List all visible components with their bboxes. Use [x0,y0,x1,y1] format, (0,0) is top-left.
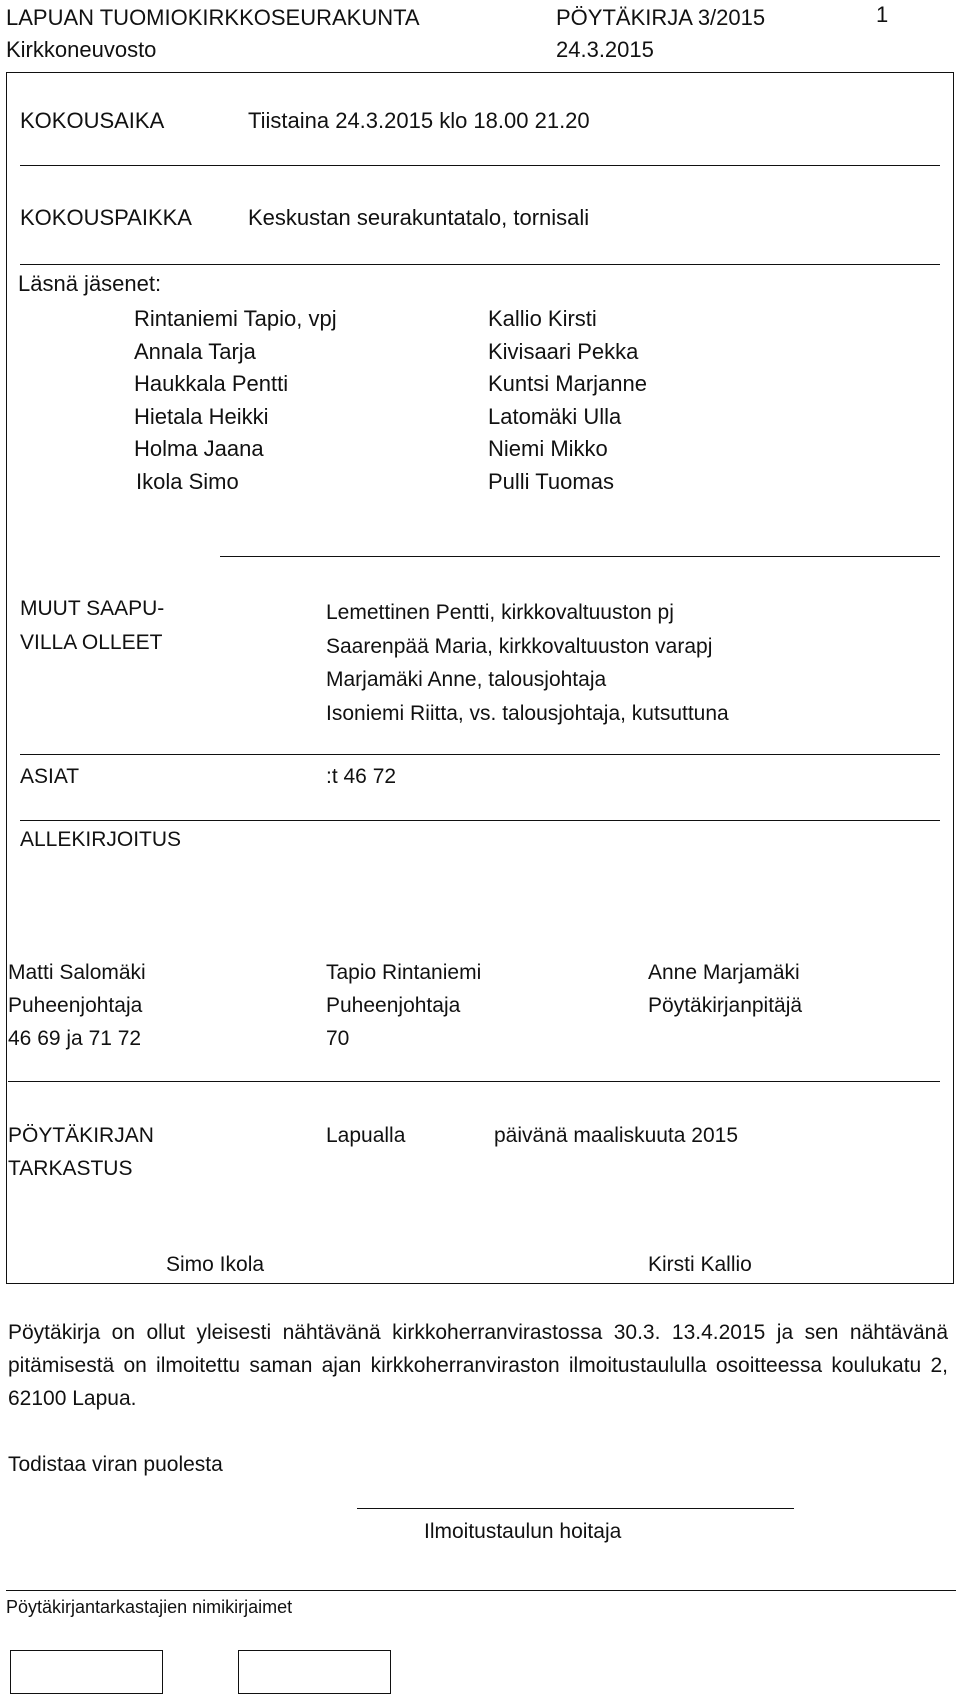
member-name: Latomäki Ulla [488,403,622,429]
member-name: Kuntsi Marjanne [488,371,647,396]
separator-line [20,754,940,755]
signer-1-name: Matti Salomäki [8,961,146,984]
signature-line [357,1508,794,1509]
signer-1-role: Puheenjohtaja [8,994,143,1017]
meeting-time-label: KOKOUSAIKA [20,108,165,133]
other-attendee: Lemettinen Pentti, kirkkovaltuuston pj [326,601,674,624]
signer-2-sections: 70 [326,1027,350,1050]
matters-label: ASIAT [20,765,80,788]
document-title: PÖYTÄKIRJA 3/2015 [556,5,766,30]
signature-label: ALLEKIRJOITUS [20,828,182,851]
organ-name: Kirkkoneuvosto [6,37,157,62]
review-place: Lapualla [326,1124,406,1147]
initials-box-1[interactable] [10,1650,163,1694]
separator-line [20,264,940,265]
member-name: Hietala Heikki [134,403,269,429]
member-name: Ikola Simo [136,468,239,494]
meeting-place-value: Keskustan seurakuntatalo, tornisali [248,205,590,230]
meeting-time-value: Tiistaina 24.3.2015 klo 18.00 21.20 [248,108,590,133]
matters-value: :t 46 72 [326,765,397,788]
members-right-list [488,303,647,498]
page-number: 1 [876,2,889,27]
signer-2-role: Puheenjohtaja [326,994,461,1017]
attestation-text: Todistaa viran puolesta [8,1453,223,1476]
reviewer-2-name: Kirsti Kallio [648,1253,752,1276]
other-attendee: Marjamäki Anne, talousjohtaja [326,668,607,691]
initials-box-2[interactable] [238,1650,391,1694]
reviewer-1-name: Simo Ikola [166,1253,265,1276]
member-name: Pulli Tuomas [488,468,614,494]
initials-label: Pöytäkirjantarkastajien nimikirjaimet [6,1597,293,1617]
member-name: Holma Jaana [134,436,264,461]
separator-line [20,820,940,821]
member-name: Rintaniemi Tapio, vpj [134,306,337,331]
signer-2-name: Tapio Rintaniemi [326,961,482,984]
meeting-place-label: KOKOUSPAIKKA [20,205,192,230]
other-attendee: Saarenpää Maria, kirkkovaltuuston varapj [326,634,713,658]
signer-1-sections: 46 69 ja 71 72 [8,1027,142,1050]
member-name: Annala Tarja [134,338,256,364]
others-label-line2: VILLA OLLEET [20,631,163,654]
member-name: Kallio Kirsti [488,306,597,331]
review-label-line1: PÖYTÄKIRJAN [8,1124,154,1147]
separator-line [220,556,940,557]
separator-line [8,1081,940,1082]
others-list [326,596,729,730]
signer-3-name: Anne Marjamäki [648,961,800,984]
separator-line [20,165,940,166]
signer-3-role: Pöytäkirjanpitäjä [648,994,803,1017]
org-name: LAPUAN TUOMIOKIRKKOSEURAKUNTA [6,5,420,30]
other-attendee: Isoniemi Riitta, vs. talousjohtaja, kutsuttuna [326,701,729,725]
member-name: Kivisaari Pekka [488,338,639,364]
notice-paragraph: Pöytäkirja on ollut yleisesti nähtävänä kirkkoherranvirastossa 30.3. 13.4.2015 ja sen nähtävänä pitämisestä on ilmoitettu saman ajan kirkkoherranviraston ilmoitustaululla osoitteessa koulukatu 2, 62100 Lapua. [8,1321,948,1410]
members-label: Läsnä jäsenet: [18,271,162,296]
review-date: päivänä maaliskuuta 2015 [494,1124,739,1147]
document-date: 24.3.2015 [556,37,654,62]
notice-signer-title: Ilmoitustaulun hoitaja [424,1520,622,1543]
member-name: Haukkala Pentti [134,371,289,396]
review-label-line2: TARKASTUS [8,1157,133,1180]
member-name: Niemi Mikko [488,436,608,461]
members-left-list [134,303,337,498]
others-label-line1: MUUT SAAPU- [20,597,165,620]
footer-separator [6,1590,956,1591]
